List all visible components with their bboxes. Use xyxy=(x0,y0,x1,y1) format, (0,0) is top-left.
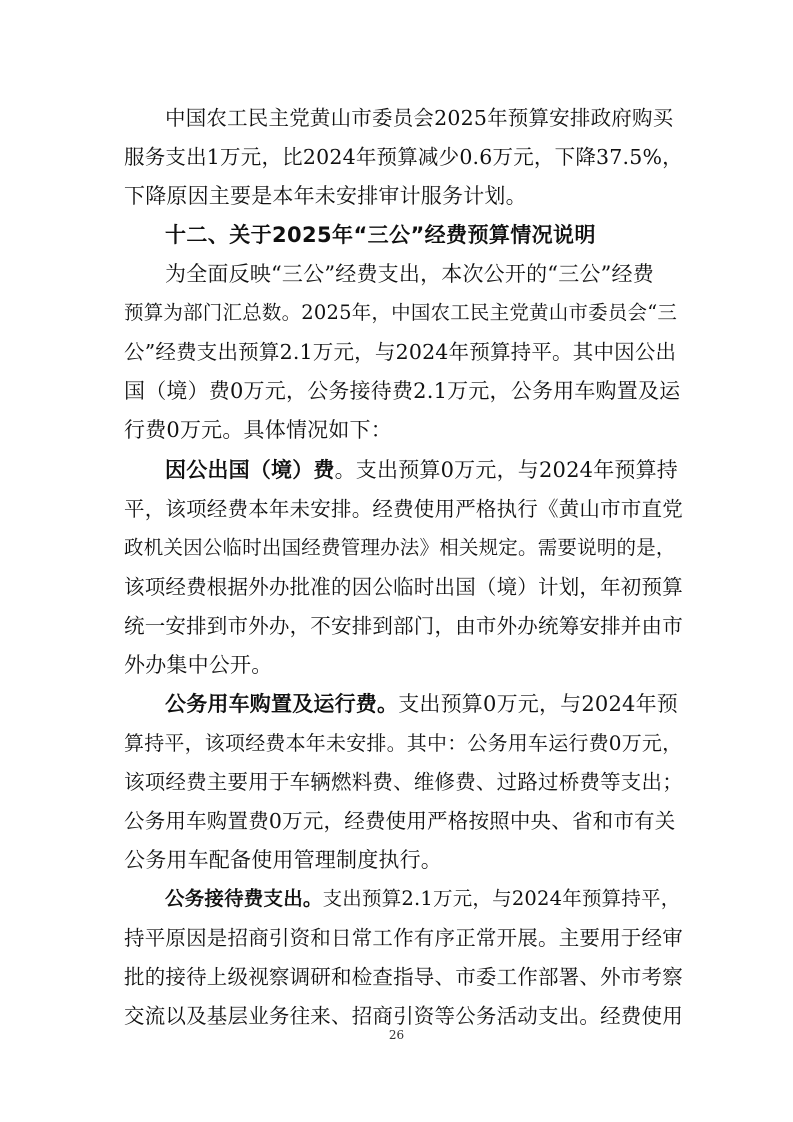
paragraph-3-first-rest: 。支出预算0万元，与2024年预算持 xyxy=(334,458,679,482)
paragraph-2-line-1: 为全面反映“三公”经费支出，本次公开的“三公”经费 xyxy=(165,262,654,286)
section-heading: 十二、关于2025年“三公”经费预算情况说明 xyxy=(165,223,596,247)
paragraph-2-line-5: 行费0万元。具体情况如下： xyxy=(124,418,392,442)
paragraph-5-line-4: 交流以及基层业务往来、招商引资等公务活动支出。经费使用 xyxy=(124,1004,683,1028)
paragraph-5-line-1 xyxy=(165,887,684,911)
paragraph-3-line-5: 统一安排到市外办，不安排到部门，由市外办统筹安排并由市 xyxy=(124,614,683,638)
paragraph-1-line-2: 服务支出1万元，比2024年预算减少0.6万元，下降37.5%， xyxy=(124,145,683,169)
paragraph-5-line-3: 批的接待上级视察调研和检查指导、市委工作部署、外市考察 xyxy=(124,965,683,989)
paragraph-1-line-1: 中国农工民主党黄山市委员会2025年预算安排政府购买 xyxy=(165,106,674,130)
paragraph-4-first-rest: 支出预算0万元，与2024年预 xyxy=(398,692,679,716)
paragraph-4-line-5: 公务用车配备使用管理制度执行。 xyxy=(124,848,442,872)
paragraph-3-line-3: 政机关因公临时出国经费管理办法》相关规定。需要说明的是， xyxy=(124,536,676,559)
paragraph-4-line-1 xyxy=(165,692,684,716)
paragraph-3-line-2: 平，该项经费本年未安排。经费使用严格执行《黄山市市直党 xyxy=(124,497,683,521)
paragraph-5-lead: 公务接待费支出。 xyxy=(165,887,323,910)
paragraph-4-line-3: 该项经费主要用于车辆燃料费、维修费、过路过桥费等支出； xyxy=(124,770,683,794)
paragraph-2-line-2: 预算为部门汇总数。2025年，中国农工民主党黄山市委员会“三 xyxy=(124,301,678,324)
paragraph-3-line-6: 外办集中公开。 xyxy=(124,653,273,677)
paragraph-4-lead: 公务用车购置及运行费。 xyxy=(165,692,399,716)
paragraph-4-line-2: 算持平，该项经费本年未安排。其中：公务用车运行费0万元， xyxy=(124,731,683,755)
page-number: 26 xyxy=(388,1028,405,1042)
paragraph-5-line-2: 持平原因是招商引资和日常工作有序正常开展。主要用于经审 xyxy=(124,926,683,950)
paragraph-4-line-4: 公务用车购置费0万元，经费使用严格按照中央、省和市有关 xyxy=(124,809,676,833)
paragraph-2-line-3: 公”经费支出预算2.1万元，与2024年预算持平。其中因公出 xyxy=(124,340,677,364)
paragraph-5-first-rest: 支出预算2.1万元，与2024年预算持平， xyxy=(322,887,681,910)
paragraph-2-line-4: 国（境）费0万元，公务接待费2.1万元，公务用车购置及运 xyxy=(124,379,681,403)
paragraph-1-line-3: 下降原因主要是本年未安排审计服务计划。 xyxy=(124,184,527,208)
paragraph-3-lead: 因公出国（境）费 xyxy=(165,458,335,482)
paragraph-3-line-1 xyxy=(165,458,684,482)
paragraph-3-line-4: 该项经费根据外办批准的因公临时出国（境）计划，年初预算 xyxy=(124,575,683,599)
